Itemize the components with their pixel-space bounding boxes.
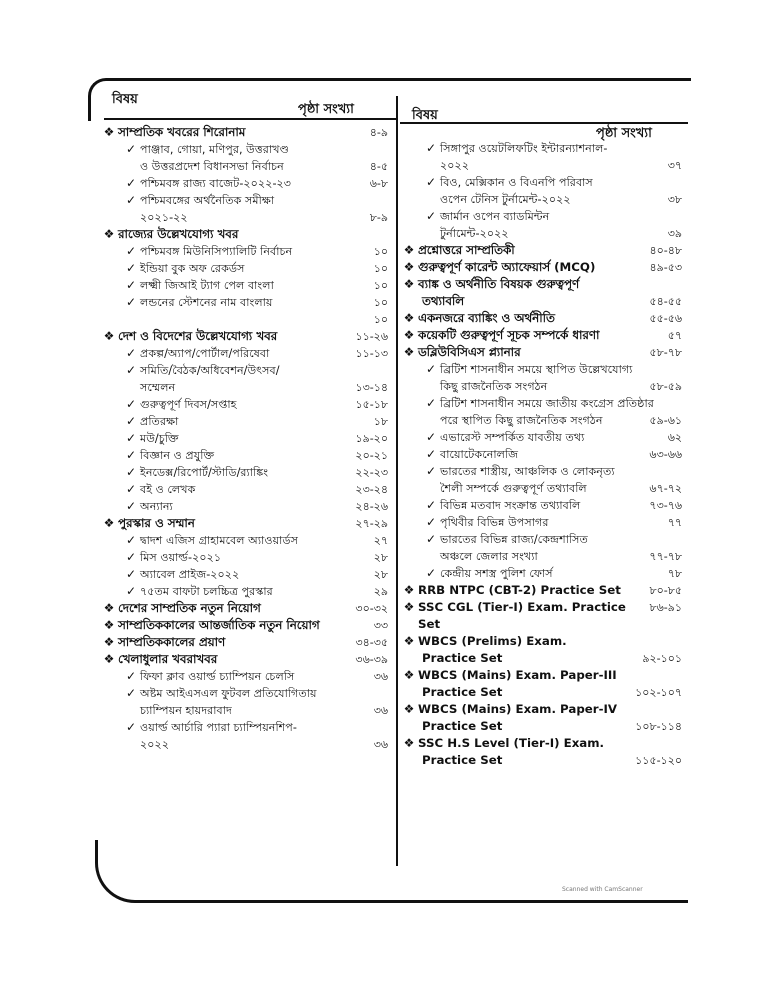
toc-item[interactable]: ✓ মিস ওয়ার্ল্ড-২০২১ ২৮: [100, 549, 388, 566]
check-icon: ✓: [425, 515, 437, 529]
check-icon: ✓: [425, 498, 437, 512]
toc-section[interactable]: ❖ SSC H.S Level (Tier-I) Exam.: [400, 735, 682, 752]
toc-item[interactable]: ✓ বিও, মেক্সিকান ও বিএনপি পরিবাস: [400, 174, 682, 191]
page-frame-bottom: [95, 840, 688, 903]
check-icon: ✓: [125, 193, 137, 207]
toc-item[interactable]: ✓ অষ্টম আইএসএল ফুটবল প্রতিযোগিতায়: [100, 685, 388, 702]
toc-item[interactable]: ✓ বিজ্ঞান ও প্রযুক্তি ২০-২১: [100, 447, 388, 464]
toc-section[interactable]: ❖ রাজ্যের উল্লেখযোগ্য খবর: [100, 226, 388, 243]
scanner-watermark: Scanned with CamScanner: [562, 886, 643, 893]
diamond-bullet-icon: ❖: [403, 277, 415, 291]
check-icon: ✓: [125, 244, 137, 258]
diamond-bullet-icon: ❖: [103, 652, 115, 666]
right-subject-header: বিষয়: [412, 108, 438, 123]
toc-section[interactable]: ❖ WBCS (Prelims) Exam.: [400, 633, 682, 650]
toc-item-cont: চ্যাম্পিয়ন হায়দরাবাদ ৩৬: [140, 704, 388, 717]
toc-section[interactable]: ❖ সাম্প্রতিককালের আন্তর্জাতিক নতুন নিয়োগ ৩৩: [100, 617, 388, 634]
toc-item-cont: ২০২২ ৩৬: [140, 738, 388, 751]
check-icon: ✓: [425, 362, 437, 376]
toc-item[interactable]: ✓ বিভিন্ন মতবাদ সংক্রান্ত তথ্যাবলি ৭৩-৭৬: [400, 497, 682, 514]
check-icon: ✓: [425, 532, 437, 546]
toc-item[interactable]: ✓ অন্যান্য ২৪-২৬: [100, 498, 388, 515]
check-icon: ✓: [125, 686, 137, 700]
toc-item[interactable]: ✓ প্রতিরক্ষা ১৮: [100, 413, 388, 430]
check-icon: ✓: [425, 566, 437, 580]
toc-section[interactable]: ❖ WBCS (Mains) Exam. Paper-III: [400, 667, 682, 684]
toc-item[interactable]: ✓ পশ্চিমবঙ্গ রাজ্য বাজেট-২০২২-২৩ ৬-৮: [100, 175, 388, 192]
check-icon: ✓: [425, 447, 437, 461]
check-icon: ✓: [425, 430, 437, 444]
check-icon: ✓: [125, 346, 137, 360]
toc-item[interactable]: ✓ মউ/চুক্তি ১৯-২০: [100, 430, 388, 447]
toc-item-cont: কিছু রাজনৈতিক সংগঠন ৫৮-৫৯: [440, 380, 682, 393]
check-icon: ✓: [125, 482, 137, 496]
diamond-bullet-icon: ❖: [403, 668, 415, 682]
toc-section[interactable]: ❖ খেলাধুলার খবরাখবর ৩৬-৩৯: [100, 651, 388, 668]
toc-item[interactable]: ✓ পশ্চিমবঙ্গের অর্থনৈতিক সমীক্ষা: [100, 192, 388, 209]
check-icon: ✓: [125, 533, 137, 547]
diamond-bullet-icon: ❖: [103, 125, 115, 139]
toc-item[interactable]: ✓ গুরুত্বপূর্ণ দিবস/সপ্তাহ ১৫-১৮: [100, 396, 388, 413]
check-icon: ✓: [125, 295, 137, 309]
check-icon: ✓: [125, 567, 137, 581]
diamond-bullet-icon: ❖: [103, 601, 115, 615]
toc-item[interactable]: ✓ ইন্ডিয়া বুক অফ রেকর্ডস ১০: [100, 260, 388, 277]
toc-section[interactable]: ❖ গুরুত্বপূর্ণ কারেন্ট অ্যাফেয়ার্স (MCQ) ৪৯-৫৩: [400, 259, 682, 276]
check-icon: ✓: [425, 464, 437, 478]
right-page-header: পৃষ্ঠা সংখ্যা: [596, 126, 652, 141]
toc-item-cont: ২০২২ ৩৭: [440, 159, 682, 172]
diamond-bullet-icon: ❖: [403, 345, 415, 359]
diamond-bullet-icon: ❖: [403, 260, 415, 274]
diamond-bullet-icon: ❖: [403, 583, 415, 597]
column-divider: [396, 96, 398, 866]
toc-item[interactable]: ✓ ব্রিটিশ শাসনাধীন সময়ে স্থাপিত উল্লেখযোগ্য: [400, 361, 682, 378]
diamond-bullet-icon: ❖: [103, 329, 115, 343]
toc-item[interactable]: ✓ পশ্চিমবঙ্গ মিউনিসিপ্যালিটি নির্বাচন ১০: [100, 243, 388, 260]
toc-item-cont: পরে স্থাপিত কিছু রাজনৈতিক সংগঠন ৫৯-৬১: [440, 414, 682, 427]
toc-item[interactable]: ✓ পাঞ্জাব, গোয়া, মণিপুর, উত্তরাখণ্ড: [100, 141, 388, 158]
toc-section-cont: Practice Set ৯২-১০১: [422, 651, 682, 665]
toc-item[interactable]: ✓ প্রকল্প/অ্যাপ/পোর্টাল/পরিষেবা ১১-১৩: [100, 345, 388, 362]
check-icon: ✓: [125, 465, 137, 479]
check-icon: ✓: [125, 414, 137, 428]
check-icon: ✓: [125, 278, 137, 292]
toc-item[interactable]: ✓ লক্ষ্মী জিআই ট্যাগ পেল বাংলা ১০: [100, 277, 388, 294]
toc-item-cont: টুর্নামেন্ট-২০২২ ৩৯: [440, 227, 682, 240]
toc-section[interactable]: ❖ দেশের সাম্প্রতিক নতুন নিয়োগ ৩০-৩২: [100, 600, 388, 617]
toc-item[interactable]: ✓ ৭৫তম বাফটা চলচ্চিত্র পুরস্কার ২৯: [100, 583, 388, 600]
toc-item[interactable]: ✓ ফিফা ক্লাব ওয়ার্ল্ড চ্যাম্পিয়ন চেলসি ৩৬: [100, 668, 388, 685]
toc-item[interactable]: ✓ ভারতের বিভিন্ন রাজ্য/কেন্দ্রশাসিত: [400, 531, 682, 548]
toc-section[interactable]: ❖ ডব্লিউবিসিএস প্ল্যানার ৫৮-৭৮: [400, 344, 682, 361]
toc-item[interactable]: ✓ কেন্দ্রীয় সশস্ত্র পুলিশ ফোর্স ৭৮: [400, 565, 682, 582]
diamond-bullet-icon: ❖: [403, 328, 415, 342]
toc-section-cont: Practice Set ১১৫-১২০: [422, 753, 682, 767]
toc-item-cont: ২০২১-২২ ৮-৯: [140, 211, 388, 224]
check-icon: ✓: [125, 584, 137, 598]
check-icon: ✓: [425, 396, 437, 410]
toc-section-cont: তথ্যাবলি ৫৪-৫৫: [422, 294, 682, 308]
diamond-bullet-icon: ❖: [403, 600, 415, 614]
left-subject-header: বিষয়: [112, 92, 138, 107]
toc-item[interactable]: ✓ বায়োটেকনোলজি ৬৩-৬৬: [400, 446, 682, 463]
toc-item[interactable]: ✓ এভারেস্ট সম্পর্কিত যাবতীয় তথ্য ৬২: [400, 429, 682, 446]
right-header-rule: [400, 122, 688, 124]
toc-item-cont: ওপেন টেনিস টুর্নামেন্ট-২০২২ ৩৮: [440, 193, 682, 206]
check-icon: ✓: [125, 431, 137, 445]
check-icon: ✓: [425, 141, 437, 155]
toc-section[interactable]: ❖ SSC CGL (Tier-I) Exam. Practice Set ৮৬-৯১: [400, 599, 682, 633]
toc-section[interactable]: ❖ WBCS (Mains) Exam. Paper-IV: [400, 701, 682, 718]
toc-section[interactable]: ❖ পুরস্কার ও সম্মান ২৭-২৯: [100, 515, 388, 532]
check-icon: ✓: [125, 397, 137, 411]
toc-section[interactable]: ❖ ব্যাঙ্ক ও অর্থনীতি বিষয়ক গুরুত্বপূর্ণ: [400, 276, 682, 293]
toc-section[interactable]: ❖ প্রশ্নোত্তরে সাম্প্রতিকী ৪০-৪৮: [400, 242, 682, 259]
toc-item[interactable]: ✓ সমিতি/বৈঠক/অধিবেশন/উৎসব/: [100, 362, 388, 379]
left-column: [100, 124, 388, 753]
diamond-bullet-icon: ❖: [103, 635, 115, 649]
toc-section[interactable]: ❖ একনজরে ব্যাঙ্কিং ও অর্থনীতি ৫৫-৫৬: [400, 310, 682, 327]
toc-section[interactable]: ❖ দেশ ও বিদেশের উল্লেখযোগ্য খবর ১১-২৬: [100, 328, 388, 345]
diamond-bullet-icon: ❖: [403, 736, 415, 750]
toc-section-cont: Practice Set ১০৮-১১৪: [422, 719, 682, 733]
toc-item-cont: শৈলী সম্পর্কে গুরুত্বপূর্ণ তথ্যাবলি ৬৭-৭২: [440, 482, 682, 495]
toc-item[interactable]: ✓ সিঙ্গাপুর ওয়েটলিফটিং ইন্টারন্যাশনাল-: [400, 140, 682, 157]
toc-page-number: ১০: [373, 313, 388, 326]
check-icon: ✓: [125, 669, 137, 683]
toc-section-cont: Practice Set ১০২-১০৭: [422, 685, 682, 699]
check-icon: ✓: [125, 261, 137, 275]
check-icon: ✓: [425, 175, 437, 189]
diamond-bullet-icon: ❖: [103, 516, 115, 530]
check-icon: ✓: [125, 142, 137, 156]
toc-item[interactable]: ✓ ইনডেক্স/রিপোর্ট/স্টাডি/র‍্যাঙ্কিং ২২-২৩: [100, 464, 388, 481]
right-column: [400, 140, 682, 769]
toc-item[interactable]: ✓ পৃথিবীর বিভিন্ন উপসাগর ৭৭: [400, 514, 682, 531]
diamond-bullet-icon: ❖: [403, 311, 415, 325]
diamond-bullet-icon: ❖: [403, 243, 415, 257]
check-icon: ✓: [125, 176, 137, 190]
check-icon: ✓: [125, 448, 137, 462]
toc-section[interactable]: ❖ RRB NTPC (CBT-2) Practice Set ৮০-৮৫: [400, 582, 682, 599]
diamond-bullet-icon: ❖: [103, 227, 115, 241]
toc-item[interactable]: ✓ ভারতের শাস্ত্রীয়, আঞ্চলিক ও লোকনৃত্য: [400, 463, 682, 480]
toc-item[interactable]: ✓ বই ও লেখক ২৩-২৪: [100, 481, 388, 498]
check-icon: ✓: [125, 363, 137, 377]
toc-item[interactable]: ✓ জার্মান ওপেন ব্যাডমিন্টন: [400, 208, 682, 225]
check-icon: ✓: [425, 209, 437, 223]
diamond-bullet-icon: ❖: [403, 634, 415, 648]
diamond-bullet-icon: ❖: [403, 702, 415, 716]
page-frame-top: [88, 78, 691, 121]
toc-item-cont: ও উত্তরপ্রদেশ বিধানসভা নির্বাচন ৪-৫: [140, 160, 388, 173]
left-page-header: পৃষ্ঠা সংখ্যা: [298, 102, 354, 117]
toc-item-cont: অঞ্চলে জেলার সংখ্যা ৭৭-৭৮: [440, 550, 682, 563]
toc-item[interactable]: ✓ ব্রিটিশ শাসনাধীন সময়ে জাতীয় কংগ্রেস প্রতিষ্ঠার: [400, 395, 682, 412]
toc-item[interactable]: ✓ অ্যাবেল প্রাইজ-২০২২ ২৮: [100, 566, 388, 583]
toc-section[interactable]: ❖ সাম্প্রতিককালের প্রয়াণ ৩৪-৩৫: [100, 634, 388, 651]
toc-item[interactable]: ✓ লন্ডনের স্টেশনের নাম বাংলায় ১০: [100, 294, 388, 311]
check-icon: ✓: [125, 720, 137, 734]
toc-item[interactable]: ✓ দ্বাদশ এজিস গ্রাহামবেল অ্যাওয়ার্ডস ২৭: [100, 532, 388, 549]
toc-item-cont: সম্মেলন ১৩-১৪: [140, 381, 388, 394]
diamond-bullet-icon: ❖: [103, 618, 115, 632]
left-header-rule: [104, 118, 396, 120]
check-icon: ✓: [125, 550, 137, 564]
toc-section[interactable]: ❖ সাম্প্রতিক খবরের শিরোনাম ৪-৯: [100, 124, 388, 141]
toc-item[interactable]: ✓ ওয়ার্ল্ড আর্চারি প্যারা চ্যাম্পিয়নশিপ-: [100, 719, 388, 736]
toc-section[interactable]: ❖ কয়েকটি গুরুত্বপূর্ণ সূচক সম্পর্কে ধারণা ৫৭: [400, 327, 682, 344]
check-icon: ✓: [125, 499, 137, 513]
